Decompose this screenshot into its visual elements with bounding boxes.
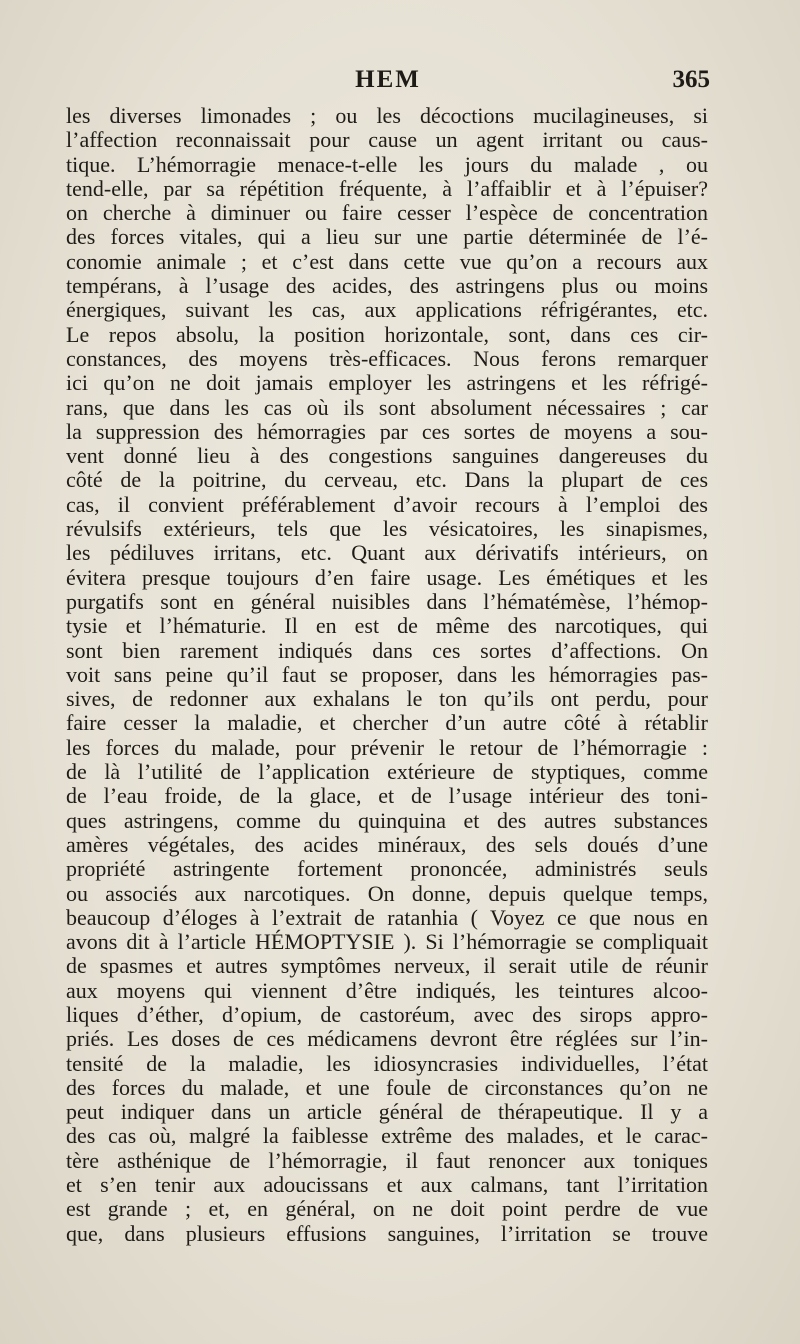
text-line: tysie et l’hématurie. Il en est de même des narcotiques, qui <box>66 613 708 639</box>
running-head: HEM <box>355 66 421 93</box>
text-line: des forces vitales, qui a lieu sur une partie déterminée de l’é- <box>66 224 708 250</box>
text-line: côté de la poitrine, du cerveau, etc. Dans la plupart de ces <box>66 467 708 493</box>
text-line: les pédiluves irritans, etc. Quant aux dérivatifs intérieurs, on <box>66 540 708 566</box>
page-header <box>66 66 710 100</box>
text-line: de là l’utilité de l’application extérieure de styptiques, comme <box>66 759 708 785</box>
text-line: constances, des moyens très-efficaces. Nous ferons remarquer <box>66 345 708 371</box>
text-line: avons dit à l’article HÉMOPTYSIE ). Si l’hémorragie se compliquait <box>66 929 708 955</box>
text-line: voit sans peine qu’il faut se proposer, dans les hémorragies pas- <box>66 661 708 687</box>
text-line: tensité de la maladie, les idiosyncrasies individuelles, l’état <box>66 1050 708 1076</box>
text-line: les diverses limonades ; ou les décoctions mucilagineuses, si <box>66 103 708 128</box>
text-line: des forces du malade, et une foule de circonstances qu’on ne <box>66 1074 708 1100</box>
text-line: peut indiquer dans un article général de thérapeutique. Il y a <box>66 1099 708 1125</box>
text-line: amères végétales, des acides minéraux, des sels doués d’une <box>66 831 708 857</box>
text-line: la suppression des hémorragies par ces sortes de moyens a sou- <box>66 418 708 444</box>
text-line: cas, il convient préférablement d’avoir recours à l’emploi des <box>66 491 708 517</box>
text-line: tempérans, à l’usage des acides, des astringens plus ou moins <box>66 273 708 299</box>
text-line: propriété astringente fortement prononcée, administrés seuls <box>66 856 708 882</box>
text-line: tère asthénique de l’hémorragie, il faut renoncer aux toniques <box>66 1147 708 1173</box>
text-line: ou associés aux narcotiques. On donne, depuis quelque temps, <box>66 880 708 906</box>
text-line: évitera presque toujours d’en faire usage. Les émétiques et les <box>66 564 708 590</box>
text-line: énergiques, suivant les cas, aux applications réfrigérantes, etc. <box>66 297 708 323</box>
text-line: et s’en tenir aux adoucissans et aux calmans, tant l’irritation <box>66 1172 708 1198</box>
text-line: ques astringens, comme du quinquina et des autres substances <box>66 807 708 833</box>
text-line: l’affection reconnaissait pour cause un agent irritant ou caus- <box>66 127 708 153</box>
text-line: que, dans plusieurs effusions sanguines, l’irritation se trouve <box>66 1220 708 1246</box>
text-line: de spasmes et autres symptômes nerveux, il serait utile de réunir <box>66 953 708 979</box>
text-line: on cherche à diminuer ou faire cesser l’espèce de concentration <box>66 200 708 226</box>
text-line: tique. L’hémorragie menace-t-elle les jours du malade , ou <box>66 151 708 177</box>
text-line: priés. Les doses de ces médicamens devront être réglées sur l’in- <box>66 1026 708 1052</box>
text-line: les forces du malade, pour prévenir le retour de l’hémorragie : <box>66 734 708 760</box>
text-line: beaucoup d’éloges à l’extrait de ratanhia ( Voyez ce que nous en <box>66 904 708 930</box>
body-text <box>66 104 708 1246</box>
text-line: de l’eau froide, de la glace, et de l’usage intérieur des toni- <box>66 783 708 809</box>
text-line: liques d’éther, d’opium, de castoréum, avec des sirops appro- <box>66 1001 708 1027</box>
text-line: des cas où, malgré la faiblesse extrême des malades, et le carac- <box>66 1123 708 1149</box>
text-line: Le repos absolu, la position horizontale, sont, dans ces cir- <box>66 321 708 347</box>
text-line: vent donné lieu à des congestions sanguines dangereuses du <box>66 443 708 469</box>
text-line: sives, de redonner aux exhalans le ton qu’ils ont perdu, pour <box>66 686 708 712</box>
page-number: 365 <box>672 66 710 93</box>
text-line: rans, que dans les cas où ils sont absolument nécessaires ; car <box>66 394 708 420</box>
text-line: conomie animale ; et c’est dans cette vue qu’on a recours aux <box>66 248 708 274</box>
text-line: aux moyens qui viennent d’être indiqués, les teintures alcoo- <box>66 977 708 1003</box>
text-line: révulsifs extérieurs, tels que les vésicatoires, les sinapismes, <box>66 516 708 542</box>
text-line: faire cesser la maladie, et chercher d’un autre côté à rétablir <box>66 710 708 736</box>
text-line: purgatifs sont en général nuisibles dans l’hématémèse, l’hémop- <box>66 588 708 614</box>
text-line: est grande ; et, en général, on ne doit point perdre de vue <box>66 1196 708 1222</box>
text-line: tend-elle, par sa répétition fréquente, à l’affaiblir et à l’épuiser? <box>66 175 708 201</box>
text-line: ici qu’on ne doit jamais employer les astringens et les réfrigé- <box>66 370 708 396</box>
text-line: sont bien rarement indiqués dans ces sortes d’affections. On <box>66 637 708 663</box>
